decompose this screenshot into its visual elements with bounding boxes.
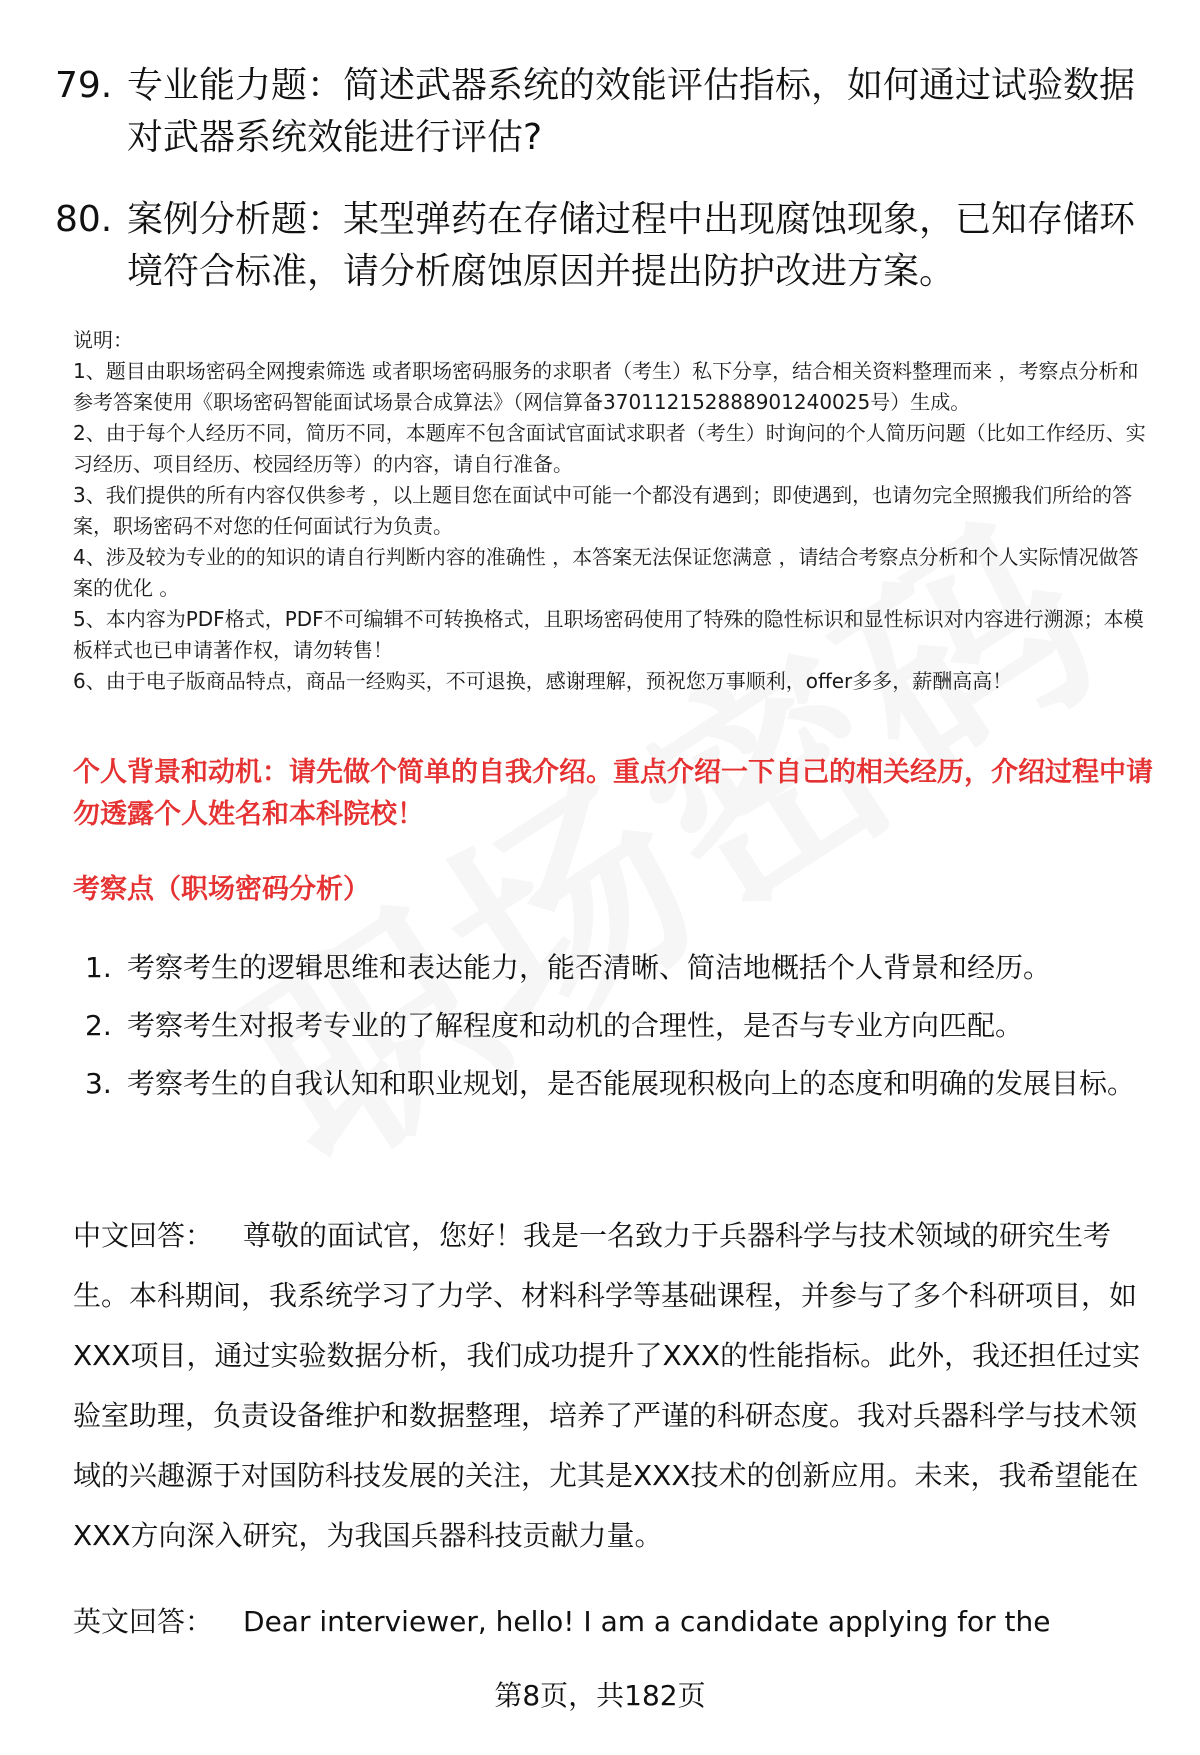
chinese-answer-text: 尊敬的面试官，您好！我是一名致力于兵器科学与技术领域的研究生考生。本科期间，我系统学习了力学、材料科学等基础课程，并参与了多个科研项目，如XXX项目，通过实验数据分析，我们成功提升了XXX的性能指标。此外，我还担任过实验室助理，负责设备维护和数据整理，培养了严谨的科研态度。我对兵器科学与技术领域的兴趣源于对国防科技发展的关注，尤其是XXX技术的创新应用。未来，我希望能在XXX方向深入研究，为我国兵器科技贡献力量。 (73, 1219, 1141, 1552)
note-item: 3、我们提供的所有内容仅供参考 ，以上题目您在面试中可能一个都没有遇到；即使遇到，也请勿完全照搬我们所给的答案，职场密码不对您的任何面试行为负责。 (73, 483, 1133, 538)
point-text: 考察考生的逻辑思维和表达能力，能否清晰、简洁地概括个人背景和经历。 (127, 951, 1052, 984)
point-item (73, 940, 1153, 996)
point-item (73, 998, 1153, 1054)
note-item: 2、由于每个人经历不同，简历不同，本题库不包含面试官面试求职者（考生）时询问的个人简历问题（比如工作经历、实习经历、项目经历、校园经历等）的内容，请自行准备。 (73, 421, 1146, 476)
section-heading: 个人背景和动机：请先做个简单的自我介绍。重点介绍一下自己的相关经历，介绍过程中请勿透露个人姓名和本科院校！ (73, 757, 1153, 830)
note-item: 1、题目由职场密码全网搜索筛选 或者职场密码服务的求职者（考生）私下分享，结合相关资料整理而来 ，考察点分析和参考答案使用《职场密码智能面试场景合成算法》（网信算备370112152888901240025号）生成。 (73, 359, 1139, 414)
point-number: 3. (85, 1067, 112, 1100)
question-item (55, 60, 1155, 164)
notes-block (73, 325, 1153, 697)
chinese-answer (73, 1206, 1158, 1566)
point-number: 2. (85, 1009, 112, 1042)
points-title: 考察点（职场密码分析） (73, 874, 370, 905)
note-item: 5、本内容为PDF格式，PDF不可编辑不可转换格式，且职场密码使用了特殊的隐性标识和显性标识对内容进行溯源；本模板样式也已申请著作权，请勿转售！ (73, 607, 1144, 662)
point-number: 1. (85, 951, 112, 984)
chinese-answer-label: 中文回答： (73, 1219, 214, 1252)
question-text: 案例分析题：某型弹药在存储过程中出现腐蚀现象，已知存储环境符合标准，请分析腐蚀原因并提出防护改进方案。 (127, 199, 1136, 292)
note-item: 6、由于电子版商品特点，商品一经购买，不可退换，感谢理解，预祝您万事顺利，offer多多，薪酬高高！ (73, 669, 1013, 693)
english-answer-label: 英文回答： (73, 1605, 214, 1638)
point-text: 考察考生对报考专业的了解程度和动机的合理性，是否与专业方向匹配。 (127, 1009, 1024, 1042)
question-number: 79. (55, 65, 113, 106)
question-number: 80. (55, 199, 113, 240)
assessment-points (73, 940, 1153, 1114)
point-text: 考察考生的自我认知和职业规划，是否能展现积极向上的态度和明确的发展目标。 (127, 1067, 1136, 1100)
english-answer (73, 1592, 1158, 1652)
page-footer: 第8页，共182页 (494, 1679, 706, 1712)
question-item (55, 194, 1155, 298)
english-answer-text: Dear interviewer, hello! I am a candidate applying for the (243, 1605, 1051, 1638)
notes-title: 说明： (73, 328, 133, 352)
point-item (73, 1056, 1153, 1112)
note-item: 4、涉及较为专业的的知识的请自行判断内容的准确性 ，本答案无法保证您满意 ，请结合考察点分析和个人实际情况做答案的优化 。 (73, 545, 1139, 600)
question-list (55, 60, 1155, 328)
question-text: 专业能力题：简述武器系统的效能评估指标，如何通过试验数据对武器系统效能进行评估? (127, 65, 1136, 158)
